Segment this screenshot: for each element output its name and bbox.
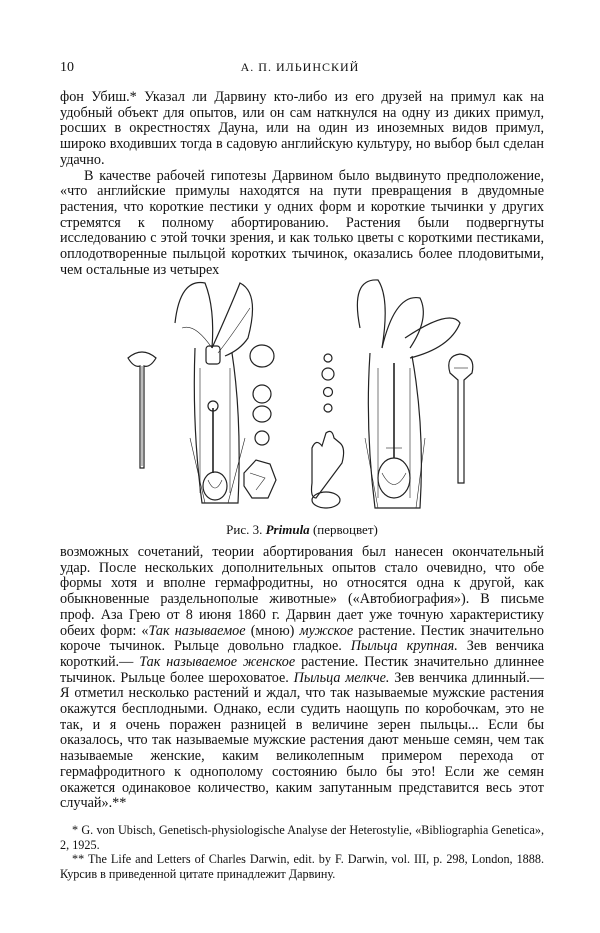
caption-genus: Primula bbox=[265, 522, 310, 537]
flower-right-drawing bbox=[357, 280, 460, 508]
paragraph-2: В качестве рабочей гипотезы Дарвином было выдвинуто предположение, «что английские примулы находятся на пути превращения в двудомные растения, что короткие пестики у одних форм и короткие тычинки у других стремятся к полному абортированию. Растения были подвергнуты исследованию с этой точки зрения, и как только цветы с короткими пестиками, оплодотворенные пыльцой коротких тычинок, оказались более плодовитыми, чем остальные из четырех bbox=[60, 167, 544, 278]
primula-illustration bbox=[120, 268, 490, 520]
pollen-grains-left bbox=[244, 345, 276, 498]
italic-run: Так называемое женское bbox=[139, 653, 296, 670]
figure-caption bbox=[60, 522, 544, 538]
text-run: Зев венчика длинный.— Я отметил несколько растений и ждал, что так называемые мужские растения окажутся бесплодными. Однако, если судить наощупь по коробочкам, это не так, и я очень поражен разницей в величине зерен пыльцы... Если бы оказалось, что так называемые мужские растения дают меньше семян, чем так называемые женские, каким великолепным примером перехода от гермафродитного к однополому состоянию было бы это! Если же семян окажется одинаковое количество, каким запутанным представится весь этот случай».** bbox=[60, 669, 544, 812]
page-header bbox=[60, 60, 540, 80]
italic-run: Пыльца мелкче. bbox=[293, 669, 390, 686]
italic-run: мужское bbox=[299, 622, 354, 639]
text-run: (мною) bbox=[245, 622, 300, 639]
text-run: Зев венчика короткий.— bbox=[60, 638, 545, 670]
footnote-1: * G. von Ubisch, Genetisch-physiologische Analyse der Heterostylie, «Bibliographia Genetica», 2, 1925. bbox=[60, 823, 544, 852]
pistil-right-drawing bbox=[449, 354, 473, 483]
bottom-text-block bbox=[60, 545, 544, 812]
flower-left-drawing bbox=[175, 283, 253, 504]
text-run: возможных сочетаний, теории абортирования был нанесен окончательный удар. После нескольких дополнительных опытов стало очевидно, что обе формы хотя и вполне гермафродитны, но относятся одна к другой, как обыкновенные раздельнополые животные» («Автобиография»). В письме проф. Аза Грею от 8 июня 1860 г. Дарвин дает уже точную характеристику обеих форм: « bbox=[60, 544, 544, 639]
pollen-grains-right bbox=[312, 354, 344, 508]
italic-run: Пыльца крупная. bbox=[350, 638, 458, 655]
text-run: растение. Пестик значительно короче тычинок. Рыльце довольно гладкое. bbox=[60, 622, 544, 655]
paragraph-1: фон Убиш.* Указал ли Дарвину кто-либо из его друзей на примул как на удобный объект для опытов, или он сам наткнулся на одну из диких примул, росших в окрестностях Дауна, или на один из иноземных видов примул, широко входивших тогда в садовую английскую культуру, но выбор был сделан удачно. bbox=[60, 89, 544, 168]
pistil-left-drawing bbox=[128, 352, 156, 468]
italic-run: Так называемое bbox=[148, 622, 246, 639]
paragraph-3 bbox=[60, 545, 544, 812]
text-run: растение. Пестик значительно длиннее тычинок. Рыльце более шероховатое. bbox=[60, 653, 545, 686]
caption-prefix: Рис. 3. bbox=[226, 522, 263, 537]
top-text-block bbox=[60, 90, 544, 278]
caption-suffix: (первоцвет) bbox=[312, 522, 378, 537]
page-number: 10 bbox=[60, 60, 74, 75]
footnote-2: ** The Life and Letters of Charles Darwin, edit. by F. Darwin, vol. III, p. 298, London, 1888. Курсив в приведенной цитате принадлежит Дарвину. bbox=[60, 852, 544, 881]
footnotes bbox=[60, 823, 544, 881]
running-head: А. П. ИЛЬИНСКИЙ bbox=[240, 60, 360, 74]
